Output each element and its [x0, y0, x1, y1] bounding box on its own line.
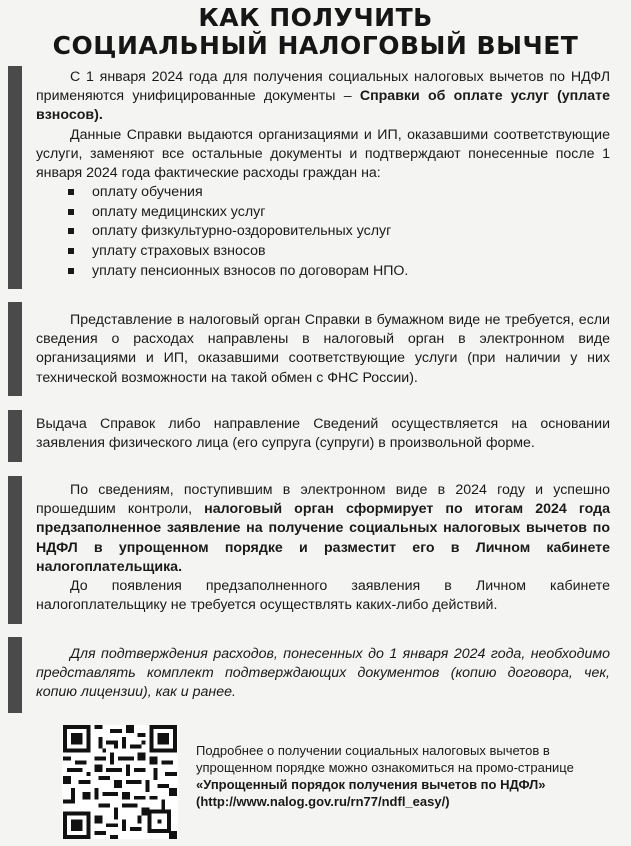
prefilled-paragraph	[36, 481, 610, 577]
application-paragraph: Выдача Справок либо направление Сведений осуществляется на основании заявления физического лица (его супруга (супруги) в произвольной форме.	[36, 416, 610, 452]
certificates-paragraph: Данные Справки выдаются организациями и ИП, оказавшими соответствующие услуги, заменяют все остальные документы и подтверждают понесенные после 1 января 2024 года фактические расходы граждан на:	[36, 126, 610, 182]
promo-page-link[interactable]: «Упрощенный порядок получения вычетов по НДФЛ»	[196, 777, 546, 792]
footer-info	[196, 742, 616, 810]
qr-code-icon	[62, 725, 178, 839]
section-prefilled-application	[8, 476, 610, 624]
section-application	[8, 410, 610, 462]
list-item: оплату физкультурно-оздоровительных услуг	[36, 222, 610, 242]
title-line-2: СОЦИАЛЬНЫЙ НАЛОГОВЫЙ ВЫЧЕТ	[52, 31, 579, 60]
before-2024-paragraph: Для подтверждения расходов, понесенных до 1 января 2024 года, необходимо представлять комплект подтверждающих документов (копию договора, чек, копию лицензии), как и ранее.	[36, 646, 610, 701]
prefilled-text: По сведениям, поступившим в электронном виде в 2024 году и успешно прошедшим контроли,	[36, 482, 610, 518]
list-item: уплату страховых взносов	[36, 242, 610, 262]
intro-bold-text: Справки об оплате услуг (уплате взносов).	[36, 88, 610, 124]
list-item: оплату медицинских услуг	[36, 203, 610, 223]
section-paper-not-required	[8, 302, 610, 396]
title-line-1: КАК ПОЛУЧИТЬ	[198, 3, 433, 32]
promo-page-url[interactable]: (http://www.nalog.gov.ru/rn77/ndfl_easy/)	[196, 794, 450, 809]
expense-list	[36, 183, 610, 281]
no-action-paragraph: До появления предзаполненного заявления в Личном кабинете налогоплательщику не требуется осуществлять каких-либо действий.	[36, 578, 610, 614]
paper-paragraph: Представление в налоговый орган Справки в бумажном виде не требуется, если сведения о расходах направлены в налоговый орган в электронном виде организациями и ИП, оказавшими соответствующие услуги (при наличии у них технической возможности на такой обмен с ФНС России).	[36, 312, 610, 386]
section-before-2024	[8, 637, 610, 713]
intro-paragraph	[36, 68, 610, 126]
list-item: уплату пенсионных взносов по договорам НПО.	[36, 262, 610, 282]
list-item: оплату обучения	[36, 183, 610, 203]
intro-text: С 1 января 2024 года для получения социальных налоговых вычетов по НДФЛ применяются унифицированные документы –	[36, 69, 610, 105]
section-unified-documents	[8, 66, 610, 289]
prefilled-bold-text: налоговый орган сформирует по итогам 2024 года предзаполненное заявление на получение социальных налоговых вычетов по НДФЛ в упрощенном порядке и разместит его в Личном кабинете налогоплательщика.	[36, 501, 611, 575]
footer-description: Подробнее о получении социальных налоговых вычетов в упрощенном порядке можно ознакомиться на промо-странице	[196, 743, 574, 775]
page-title	[0, 4, 631, 60]
